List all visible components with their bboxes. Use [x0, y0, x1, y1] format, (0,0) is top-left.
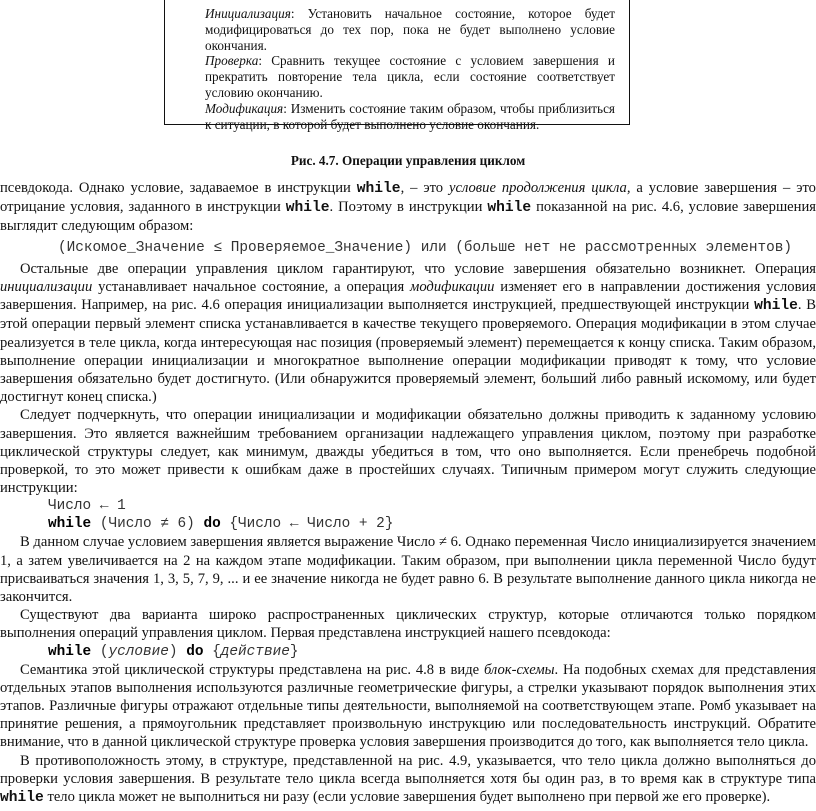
- keyword-do: do: [203, 516, 221, 533]
- paragraph: Существуют два варианта широко распространенных циклических структур, которые отличаются только порядком выполнения операций управления циклом. Первая представлена инструкцией нашего псевдокода:: [0, 607, 816, 642]
- code-line: while (Число ≠ 6) do {Число ← Число + 2}: [48, 516, 394, 533]
- code-block: [0, 497, 816, 533]
- emphasis: условие продолжения цикла,: [449, 180, 631, 196]
- keyword-while: while: [356, 181, 401, 197]
- paragraph: Семантика этой циклической структуры представлена на рис. 4.8 в виде блок-схемы. На подобных схемах для представления отдельных этапов выполнения используются различные геометрические фигуры, а стрелки указывают порядок выполнения этих этапов. Различные фигуры отражают отдельные типы деятельности, выполняемой на соответствующем этапе. Ромб указывает на принятие решения, а прямоугольник представляет произвольную инструкцию или последовательность инструкций. Обратите внимание, что в данной циклической структуре проверка условия завершения производится до того, как выполняется тело цикла.: [0, 661, 816, 751]
- box-paragraph-initialization: [205, 6, 615, 53]
- keyword-while: while: [48, 516, 92, 533]
- figure-caption: Рис. 4.7. Операции управления циклом: [290, 153, 526, 168]
- keyword-while: while: [487, 200, 532, 217]
- document-body: [0, 179, 816, 807]
- box-text: : Сравнить текущее состояние с условием завершения и прекратить повторение тела цикла, если состояние соответствует условию окончанию.: [205, 53, 615, 100]
- emphasis: действие: [220, 643, 290, 660]
- paragraph: псевдокода. Однако условие, задаваемое в инструкции while, – это условие продолжения цикла, а условие завершения – это отрицание условия, заданного в инструкции while. Поэтому в инструкции while показанной на рис. 4.6, условие завершения выглядит следующим образом:: [0, 180, 816, 235]
- keyword-while: while: [0, 790, 44, 807]
- term-initialization: Инициализация: [205, 6, 291, 21]
- termination-condition: (Искомое_Значение ≤ Проверяемое_Значение) или (больше нет не рассмотренных элементов): [58, 239, 793, 256]
- keyword-while: while: [285, 200, 330, 217]
- emphasis: инициализации: [0, 279, 93, 296]
- code-block: [0, 643, 816, 661]
- emphasis: блок-схемы: [483, 661, 555, 678]
- term-check: Проверка: [205, 53, 259, 69]
- box-paragraph-check: [205, 53, 615, 100]
- paragraph: В противоположность этому, в структуре, представленной на рис. 4.9, указывается, что тело цикла должно выполняться до проверки условия завершения. В результате тело цикла всегда выполняется хотя бы один раз, в то время как в структуре типа while тело цикла может не выполниться ни разу (если условие завершения будет выполнено при первой же его проверке).: [0, 752, 816, 807]
- box-text: : Изменить состояние таким образом, чтобы приблизиться к ситуации, в которой будет выполнено условие окончания.: [205, 100, 615, 132]
- code-line: while (условие) do {действие}: [48, 643, 299, 660]
- paragraph: В данном случае условием завершения является выражение Число ≠ 6. Однако переменная Число инициализируется значением 1, а затем увеличивается на 2 на каждом этапе модификации. Таким образом, при выполнении цикла переменной Число будут присваиваться значения 1, 3, 5, 7, 9, ... и ее значение никогда не будет равно 6. В результате выполнение данного цикла никогда не закончится.: [0, 534, 816, 606]
- box-paragraph-modification: [205, 101, 615, 133]
- figure-box: [164, 0, 630, 132]
- paragraph: Остальные две операции управления циклом гарантируют, что условие завершения обязательно возникнет. Операция инициализации устанавливает начальное состояние, а операция модификации изменяет его в направлении достижения условия завершения. Например, на рис. 4.6 операция инициализации выполняется инструкцией, предшествующей инструкции while. В этой операции первый элемент списка устанавливается в качестве текущего проверяемого. Операция модификации в этом случае реализуется в теле цикла, когда интересующая нас позиция (проверяемый элемент) перемещается к концу списка. Таким образом, выполнение операции инициализации и многократное выполнение операции модификации приводят к тому, что условие завершения обязательно будет достигнуто. (Или обнаружится проверяемый элемент, больший либо равный искомому, или будет достигнут конец списка.): [0, 260, 816, 406]
- emphasis: модификации: [410, 279, 495, 296]
- emphasis: условие: [108, 643, 169, 660]
- keyword-while: while: [48, 643, 92, 660]
- keyword-while: while: [754, 298, 798, 315]
- keyword-do: do: [186, 643, 204, 660]
- code-line: Число ← 1: [48, 498, 126, 515]
- paragraph: Следует подчеркнуть, что операции инициализации и модификации обязательно должны приводить к заданному условию завершения. Это является важнейшим требованием организации надлежащего управления циклом, поэтому при разработке циклической структуры следует, как минимум, дважды убедиться в том, что оно выполняется. Если пренебречь подобной проверкой, то это может привести к ошибкам даже в простейших случаях. Типичным примером могут служить следующие инструкции:: [0, 407, 816, 497]
- box-text: : Установить начальное состояние, которое будет модифицироваться до тех пор, пока не будет выполнено условие окончания.: [205, 6, 615, 53]
- term-modification: Модификация: [205, 100, 284, 116]
